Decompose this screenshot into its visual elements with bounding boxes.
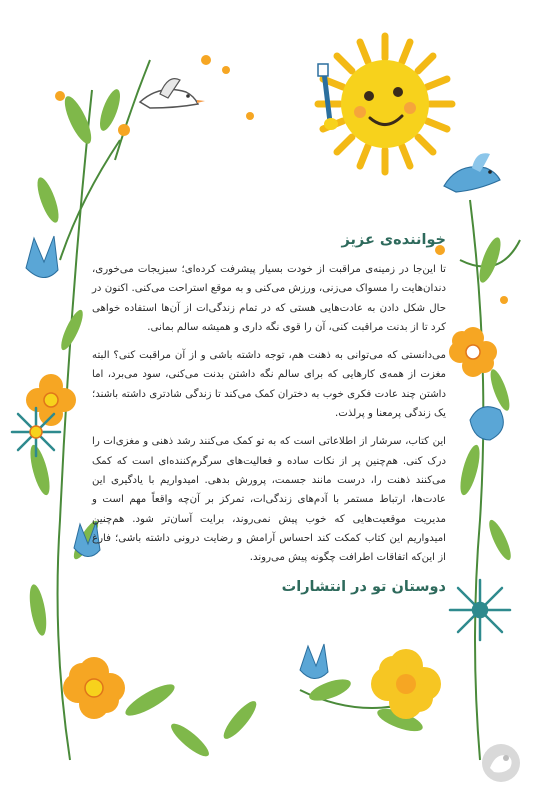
bird-icon [140, 79, 205, 108]
bird-icon [444, 153, 500, 192]
flower-icon [63, 657, 125, 719]
letter [92, 232, 446, 595]
letter-paragraph: این کتاب، سرشار از اطلاعاتی است که به تو کمک می‌کنند رشد ذهنی و مغزی‌ات را درک کنی. هم‌چنین پر از نکات ساده و فعالیت‌های سرگرم‌کننده‌ای است که کمک می‌کنند ذهنت را، درست مانند جسمت، پرورش بدهی. امیدواریم با یادگیری این عادت‌ها، ارتباط مستمر با آدم‌های زندگی‌ات، تمرکز بر آن‌چه واقعاً مهم است و مدیریت موقعیت‌هایی که خوب پیش نمی‌روند، برایت آسان‌تر شود. هم‌چنین امیدواریم این کتاب کمکت کند احساس آرامش و رضایت درونی داشته باشی؛ فارغ از این‌که اتفاقات اطرافت چگونه پیش می‌روند. [92, 436, 446, 564]
toothbrush-icon [318, 64, 338, 130]
flower-icon [449, 327, 497, 377]
letter-paragraph: تا این‌جا در زمینه‌ی مراقبت از خودت بسیار پیشرفت کرده‌ای؛ سبزیجات می‌خوری، دندان‌هایت را مسواک می‌زنی، ورزش می‌کنی و به موقع استراحت می‌کنی. اکنون در حال شکل دادن به عادت‌هایی هستی که در تمام زندگی‌ات از آن‌ها استفاده خواهی کرد تا از بدنت مراقبت کنی، آن را قوی نگه داری و همیشه سالم بمانی. [92, 264, 446, 333]
sun-icon [318, 36, 452, 172]
publisher-logo-icon [480, 742, 522, 784]
letter-paragraph: می‌دانستی که می‌توانی به ذهنت هم، توجه داشته باشی و از آن مراقبت کنی؟ البته مغزت از همه‌ی کارهایی که برای سالم نگه داشتن بدنت می‌کنی، سود می‌برد، اما داشتن چند عادت فکری خوب به دختران کمک می‌کند تا زندگی شادتری داشته باشند؛ یک زندگی پرمعنا و پرلذت. [92, 350, 446, 420]
letter-signoff: دوستان تو در انتشارات [281, 579, 446, 596]
letter-greeting: خوانندەی عزیز [341, 232, 446, 248]
